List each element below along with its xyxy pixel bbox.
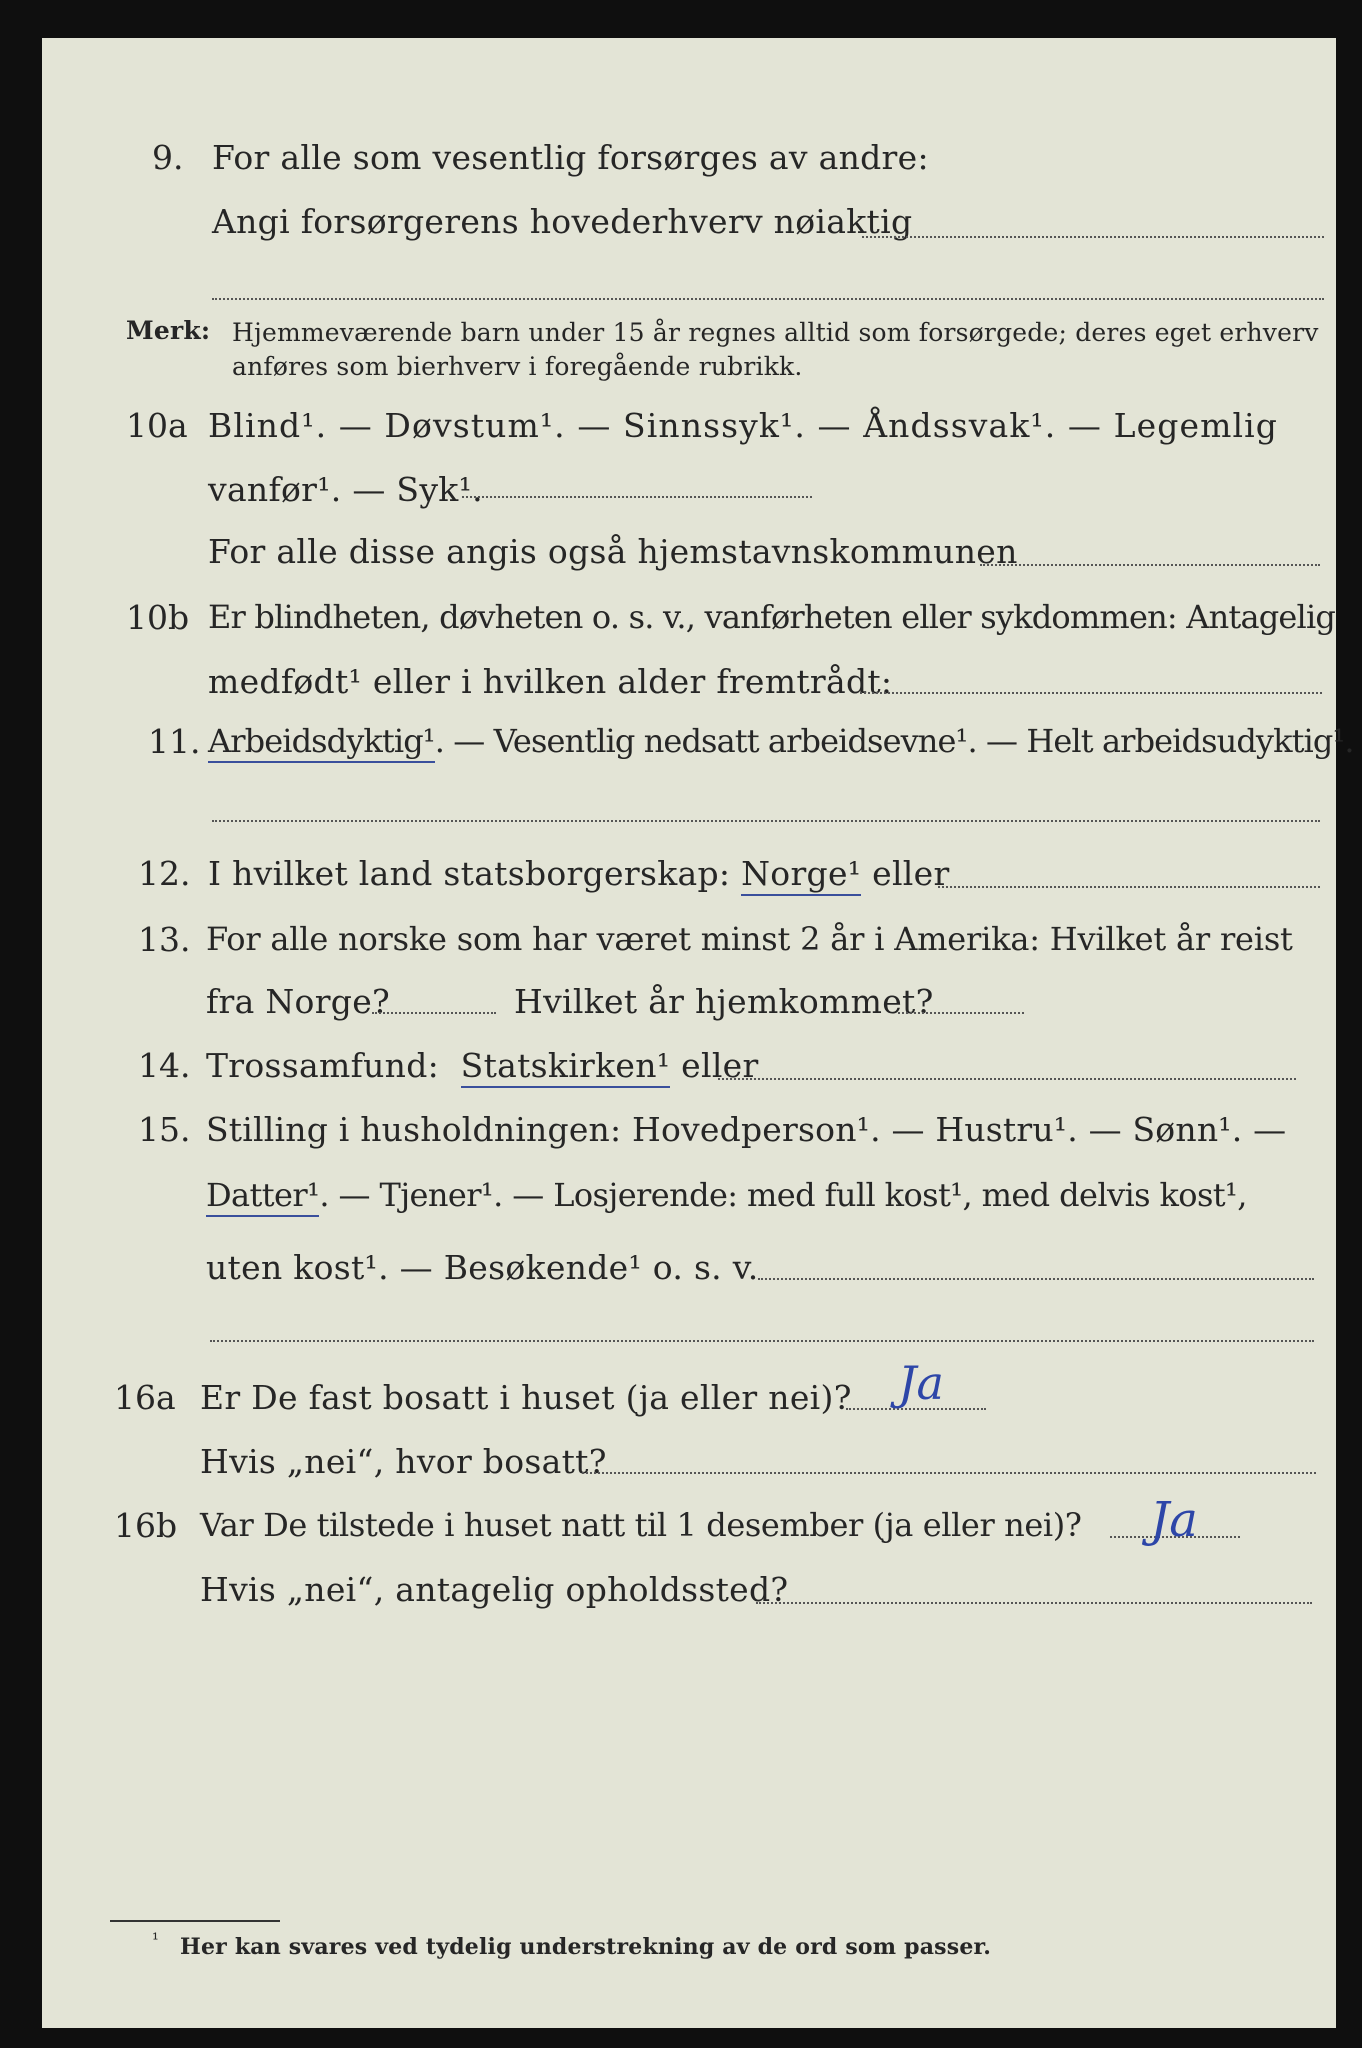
- footnote-rule: [110, 1920, 280, 1922]
- q14-line: [206, 1046, 759, 1085]
- q12-line: [208, 854, 950, 893]
- q11-line: [208, 722, 1354, 760]
- q10a-line3: For alle disse angis også hjemstavnskommunen: [208, 532, 1018, 571]
- q14-selected-option[interactable]: Statskirken¹: [461, 1046, 671, 1088]
- q10b-number: 10b: [126, 598, 190, 637]
- q13-number: 13.: [138, 920, 191, 959]
- q16a-line2: Hvis „nei“, hvor bosatt?: [200, 1442, 607, 1481]
- q16b-location-field[interactable]: [756, 1602, 1312, 1604]
- q15-line1: Stilling i husholdningen: Hovedperson¹. — Hustru¹. — Sønn¹. —: [206, 1110, 1287, 1149]
- q10a-line2: vanfør¹. — Syk¹.: [208, 470, 483, 509]
- q15-number: 15.: [138, 1110, 191, 1149]
- q13-line2b: Hvilket år hjemkommet?: [514, 982, 934, 1021]
- q9-answer-field[interactable]: [862, 236, 1324, 238]
- q13-line1: For alle norske som har været minst 2 år i Amerika: Hvilket år reist: [206, 920, 1293, 958]
- q16a-number: 16a: [114, 1378, 176, 1417]
- q16a-handwritten-answer[interactable]: Ja: [898, 1356, 944, 1410]
- q15-line2: [206, 1176, 1247, 1214]
- q15-answer-field[interactable]: [758, 1278, 1314, 1280]
- q13-line2a: fra Norge?: [206, 982, 391, 1021]
- q10b-line2: medfødt¹ eller i hvilken alder fremtrådt:: [208, 662, 893, 701]
- q12-answer-field[interactable]: [938, 886, 1320, 888]
- q16b-handwritten-answer[interactable]: Ja: [1150, 1492, 1198, 1548]
- q16a-line1: Er De fast bosatt i huset (ja eller nei)?: [200, 1378, 852, 1417]
- q15-selected-option[interactable]: Datter¹: [206, 1176, 319, 1217]
- footnote-text: Her kan svares ved tydelig understrekning av de ord som passer.: [180, 1934, 992, 1960]
- q12-selected-option[interactable]: Norge¹: [741, 854, 861, 896]
- merk-label: Merk:: [126, 316, 211, 345]
- q14-number: 14.: [138, 1046, 191, 1085]
- q12-post: eller: [872, 854, 950, 893]
- q14-prompt: Trossamfund:: [206, 1046, 440, 1085]
- q9-line2: Angi forsørgerens hovederhverv nøiaktig: [212, 202, 913, 241]
- q9-line1: For alle som vesentlig forsørges av andre:: [212, 138, 929, 177]
- q10a-answer-field[interactable]: [462, 496, 812, 498]
- q11-number: 11.: [148, 722, 201, 761]
- q10b-line1: Er blindheten, døvheten o. s. v., vanførheten eller sykdommen: Antagelig: [208, 598, 1336, 636]
- footnote-mark: ¹: [152, 1930, 160, 1950]
- q9-number: 9.: [152, 138, 184, 177]
- q16b-line1: Var De tilstede i huset natt til 1 desember (ja eller nei)?: [200, 1506, 1082, 1544]
- q15-answer-field-2[interactable]: [210, 1340, 1314, 1342]
- merk-line2: anføres som bierhverv i foregående rubrikk.: [232, 352, 803, 381]
- q11-answer-field[interactable]: [212, 820, 1320, 822]
- q9-answer-field-2[interactable]: [212, 298, 1324, 300]
- q14-answer-field[interactable]: [718, 1078, 1296, 1080]
- q15-line2-rest: . — Tjener¹. — Losjerende: med full kost¹, med delvis kost¹,: [319, 1176, 1247, 1214]
- q16b-number: 16b: [114, 1506, 178, 1545]
- q12-prompt: I hvilket land statsborgerskap:: [208, 854, 731, 893]
- q12-number: 12.: [138, 854, 191, 893]
- q14-post: eller: [681, 1046, 759, 1085]
- q11-selected-option[interactable]: Arbeidsdyktig¹: [208, 722, 435, 763]
- q10b-answer-field[interactable]: [860, 692, 1322, 694]
- merk-line1: Hjemmeværende barn under 15 år regnes alltid som forsørgede; deres eget erhverv: [232, 318, 1319, 347]
- q15-line3: uten kost¹. — Besøkende¹ o. s. v.: [206, 1248, 759, 1287]
- q11-rest: . — Vesentlig nedsatt arbeidsevne¹. — Helt arbeidsudyktig¹.: [434, 722, 1354, 760]
- q10a-line1: Blind¹. — Døvstum¹. — Sinnssyk¹. — Åndssvak¹. — Legemlig: [208, 406, 1279, 445]
- q16a-where-field[interactable]: [582, 1472, 1316, 1474]
- q16b-line2: Hvis „nei“, antagelig opholdssted?: [200, 1570, 789, 1609]
- q10a-hometown-field[interactable]: [980, 564, 1320, 566]
- q13-year-left-field[interactable]: [372, 1012, 496, 1014]
- q10a-number: 10a: [126, 406, 188, 445]
- q13-year-returned-field[interactable]: [898, 1012, 1024, 1014]
